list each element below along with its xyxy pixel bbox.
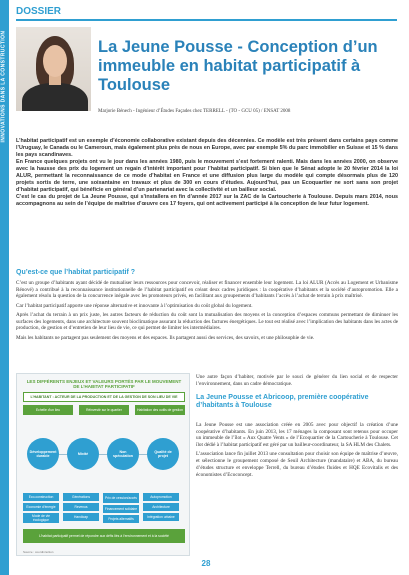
side-strip (0, 0, 9, 575)
right-body (196, 422, 398, 481)
diagram-box: Projets alternatifs (103, 515, 139, 523)
article-title: La Jeune Pousse - Conception d’un immeuble en habitat participatif à Toulouse (98, 38, 378, 94)
diagram-box: Intégration urbaine (143, 513, 179, 521)
diagram-box: Revenus (63, 503, 99, 511)
diagram-circle: Qualité de projet (147, 438, 179, 470)
diagram-box: Réinvestir sur le quartier (79, 405, 129, 415)
lead-paragraph: C’est le cas du projet de La Jeune Pousse, qui s’installera en fin d’année 2017 sur la ZAC de la Cartoucherie à Toulouse. Depuis mars 2014, nous accompagnons au sein de l’équipe de maîtrise d’œuvre ces 17 foyers, qui ont activement participé à la conception de leur futur logement. (16, 194, 398, 208)
section-label: DOSSIER (16, 6, 62, 17)
diagram-title: LES DIFFÉRENTS ENJEUX ET VALEURS PORTÉS PAR LE MOUVEMENT DE L’HABITAT PARTICIPATIF (26, 379, 182, 390)
diagram-circle: Mixité (67, 438, 99, 470)
lead-paragraph: En France quelques projets ont vu le jour dans les années 1980, puis le mouvement s’est fortement ralenti. Mais dans les années 2000, on observe avec la hausse des prix du logement un regain d’intérêt important pour l’habitat participatif. Si bien que le Sénat adopte le 20 février 2014 la loi ALUR, permettant la reconnaissance de ce mode d’habitat en France et une diffusion plus large du modèle qui compte désormais plus de 120 projets sortis de terre, une soixantaine en travaux et plus de 300 en cours d’études. Aujourd’hui, pas un Ecoquartier ne sort sans son projet d’habitat participatif, qui bénéficie en général d’un partenariat avec la collectivité et un bailleur social. (16, 159, 398, 194)
diagram-circle: Non spéculation (107, 438, 139, 470)
body-paragraph: L’association lance fin juillet 2013 une consultation pour choisir son équipe de maîtrise d’œuvre, et sélectionne le groupement composé de Seuil Architecture (mandataire) et ABA, du bureau d’études structure et enveloppe Terrell, du bureau d’études fluides et HQE Ecovitalis et des économistes d’Ecoconcept. (196, 451, 398, 478)
body-paragraph: Après l’achat du terrain à un prix juste, les autres facteurs de réduction du coût sont la mutualisation des moyens et la conception d’espaces communs permettant de diminuer les surfaces des logements, dans une architecture souvent bioclimatique assurant la réduction des factures énergétiques. Le tout est réalisé avec l’implication des habitants dans les actes de production, de gestion et d’entretien de leur lieu de vie, ce qui permet de limiter les intermédiaires. (16, 312, 398, 332)
diagram-box: Architecture (143, 503, 179, 511)
author-photo (16, 27, 91, 111)
body-paragraph: Car l’habitat participatif apporte une réponse alternative et innovante à l’optimisation du coût global du logement. (16, 302, 253, 309)
body-paragraph: Mais les habitants ne partagent pas seulement des moyens et des espaces. Ils partagent aussi des services, des savoirs, et une philosophie de vie. (16, 334, 315, 341)
right-intro (196, 374, 398, 390)
diagram-note: L’habitat participatif permet de répondre aux défis liés à l’environnement et à la société (23, 529, 185, 543)
lead-text (16, 138, 398, 208)
diagram-box: Habitation des outils de gestion (135, 405, 185, 415)
header-rule (16, 19, 397, 21)
body-paragraph: Une autre façon d’habiter, motivée par le souci de générer du lien social et de respecter l’environnement, dans un cadre démocratique. (196, 374, 398, 387)
diagram-box: Handicap (63, 513, 99, 521)
diagram-box: Générations (63, 493, 99, 501)
page-number: 28 (201, 559, 211, 568)
diagram-circle: Développement durable (27, 438, 59, 470)
diagram-box: Economie d’énergie (23, 503, 59, 511)
diagram-band: L’HABITANT : ACTEUR DE LA PRODUCTION ET DE LA GESTION DE SON LIEU DE VIE (23, 392, 185, 402)
diagram-box: Mode de vie écologique (23, 513, 59, 523)
section-heading: La Jeune Pousse et Abricoop, première coopérative d’habitants à Toulouse (196, 394, 369, 409)
values-diagram (16, 373, 190, 556)
section-body (16, 280, 398, 344)
body-paragraph: C’est un groupe d’habitants ayant décidé de mutualiser leurs ressources pour concevoir, réaliser et financer ensemble leur logement. La loi ALUR (Accès au Logement et Urbanisme Rénové) a contribué à la reconnaissance institutionnelle de l’habitat participatif en créant deux cadres juridiques : la coopérative d’habitants et la société d’autopromotion. Elle a également résolu la question de la concurrence inégale avec les promoteurs privés, en facilitant aux groupements d’habitants l’accès à l’achat de terrain à prix maîtrisé. (16, 280, 398, 300)
author-byline: Marjorie Bénech - Ingénieur d’Études Façades chez TERRELL - (TO - GCU 05) / ENSAT 2008 (98, 109, 291, 114)
body-paragraph: La Jeune Pousse est une association créée en 2005 avec pour objectif la création d’une coopérative d’habitants. En juin 2013, les 17 ménages la composant sont retenus pour occuper un immeuble de l’îlot « Aux Quatre Vents » de l’Ecoquartier de la Cartoucherie à Toulouse. Cet îlot dédié à l’habitat participatif est géré par un bailleur-coordinateur, la SA HLM des Chalets. (196, 422, 398, 449)
diagram-box: Echelle d’un lieu (23, 405, 73, 415)
diagram-box: Prix de cession/accès (103, 493, 139, 503)
diagram-box: Eco-construction (23, 493, 59, 501)
diagram-source: Source : coordin'action (23, 550, 54, 554)
diagram-box: Financement solidaire (104, 507, 138, 511)
section-heading: Qu’est-ce que l’habitat participatif ? (16, 269, 136, 276)
lead-paragraph: L’habitat participatif est un exemple d’économie collaborative existant depuis des décennies. Ce modèle est très présent dans certains pays comme l’Uruguay, le Canada ou le Cameroun, mais également plus près de nous en Europe, avec par exemple 5% du parc immobilier en Suisse et 15 % dans les pays scandinaves. (16, 138, 398, 159)
side-label: INNOVATIONS DANS LA CONSTRUCTION (0, 30, 7, 143)
diagram-box: Autopromotion (143, 493, 179, 501)
